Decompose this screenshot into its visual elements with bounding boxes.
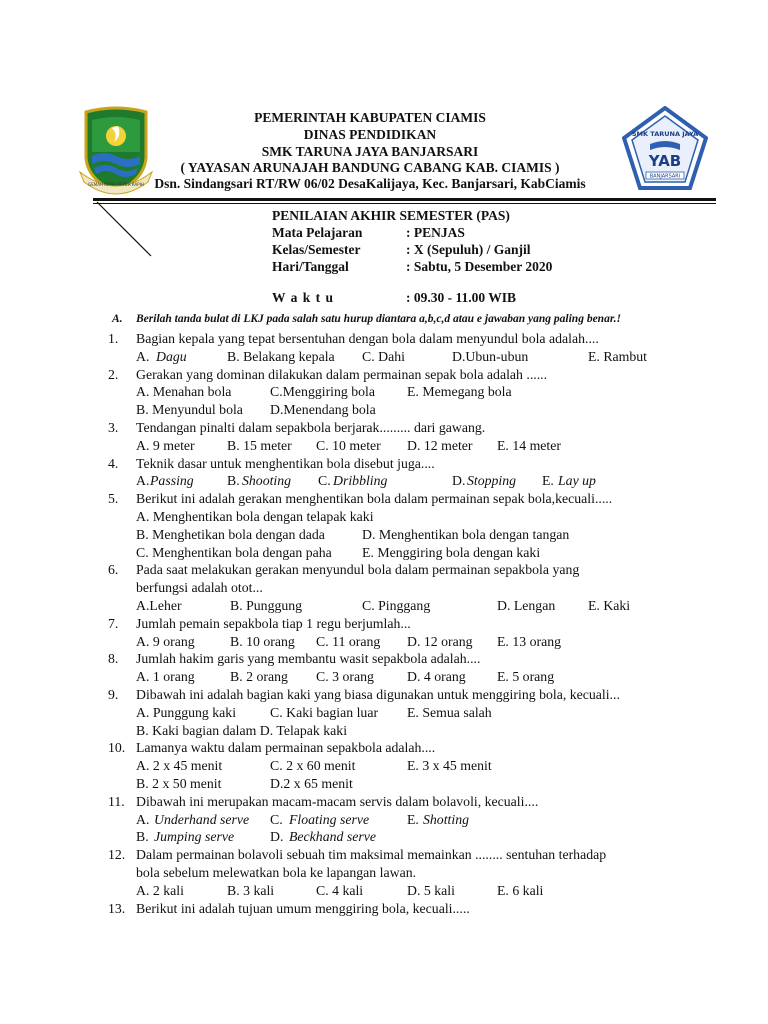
- exam-info-label: Mata Pelajaran: [272, 225, 363, 240]
- answer-option: E. Rambut: [588, 348, 648, 364]
- answer-option: A. 2 x 45 menit: [136, 758, 223, 774]
- answer-option: D.: [270, 829, 284, 845]
- answer-option: Jumping serve: [154, 829, 235, 845]
- answer-option: C. Kaki bagian luar: [270, 704, 379, 720]
- answer-option: D. 5 kali: [407, 882, 455, 898]
- question-number: 12.: [108, 847, 126, 863]
- answer-option: C. 3 orang: [316, 669, 374, 685]
- answer-option: B. 2 x 50 menit: [136, 776, 222, 791]
- question-number: 4.: [108, 455, 119, 471]
- time-label: W a k t u: [272, 290, 335, 305]
- answer-option: Beckhand serve: [289, 829, 376, 845]
- answer-option: C.Menggiring bola: [270, 384, 375, 400]
- question-text: Lamanya waktu dalam permainan sepakbola adalah....: [136, 740, 436, 756]
- answer-option: E. Menggiring bola dengan kaki: [362, 544, 541, 560]
- exam-info-value: : Sabtu, 5 Desember 2020: [406, 259, 553, 274]
- answer-option: C. 11 orang: [316, 633, 381, 649]
- answer-option: B. 3 kali: [227, 882, 275, 898]
- answer-option: E. 5 orang: [497, 669, 555, 685]
- question-text: Jumlah hakim garis yang membantu wasit sepakbola adalah....: [136, 651, 481, 667]
- question-number: 3.: [108, 420, 119, 435]
- answer-option: A.: [136, 811, 150, 827]
- exam-info-value: : X (Sepuluh) / Ganjil: [406, 242, 531, 257]
- answer-option: C. Pinggang: [362, 598, 431, 613]
- question-number: 10.: [108, 740, 126, 756]
- question-text: Dalam permainan bolavoli sebuah tim maksimal memainkan ........ sentuhan terhadap: [136, 847, 607, 863]
- answer-option: D. 12 orang: [407, 633, 473, 649]
- answer-option: B. Belakang kepala: [227, 348, 335, 364]
- answer-option: Stopping: [467, 473, 517, 489]
- answer-option: Shotting: [423, 811, 469, 827]
- right-logo-arc-text: SMK TARUNA JAYA: [631, 130, 699, 138]
- question-number: 2.: [108, 366, 119, 382]
- question-text: Berikut ini adalah gerakan menghentikan bola dalam permainan sepak bola,kecuali.....: [136, 491, 613, 507]
- answer-option: E. 14 meter: [497, 437, 561, 453]
- answer-option: C.: [318, 473, 331, 489]
- answer-option: A. 9 meter: [136, 437, 195, 453]
- header-rule-thin: [93, 203, 716, 204]
- answer-option: E. 13 orang: [497, 633, 561, 649]
- answer-option: Dribbling: [333, 473, 388, 489]
- question-text: Berikut ini adalah tujuan umum menggiring bola, kecuali.....: [136, 900, 470, 916]
- header-rule-thick: [93, 198, 716, 201]
- answer-option: Underhand serve: [154, 811, 250, 827]
- answer-option: C.: [270, 811, 283, 827]
- answer-option: D.: [452, 473, 466, 489]
- answer-option: B. 10 orang: [230, 633, 295, 649]
- answer-option: C. 2 x 60 menit: [270, 758, 356, 774]
- answer-option: B. Menyundul bola: [136, 402, 243, 418]
- answer-option: E.: [542, 473, 554, 489]
- answer-option: E. 6 kali: [497, 882, 544, 898]
- exam-info-value: : PENJAS: [406, 225, 465, 240]
- answer-option: A.: [136, 473, 150, 489]
- answer-option: B. 15 meter: [227, 437, 292, 453]
- header-school-name: SMK TARUNA JAYA BANJARSARI: [261, 144, 479, 159]
- right-logo-yab-text: YAB: [648, 152, 682, 170]
- answer-option: A. Punggung kaki: [136, 704, 237, 720]
- question-text: Dibawah ini adalah bagian kaki yang biasa digunakan untuk menggiring bola, kecuali...: [136, 687, 620, 702]
- left-logo-ribbon-text: GEMAH RIPAH REPEH RAPIH: [88, 182, 144, 187]
- answer-option: A.: [136, 348, 150, 364]
- answer-option: A.Leher: [136, 598, 182, 613]
- answer-option: C. Dahi: [362, 348, 405, 364]
- answer-option: B. Kaki bagian dalam D. Telapak kaki: [136, 722, 348, 738]
- answer-option: Floating serve: [289, 811, 370, 827]
- answer-option: D.Menendang bola: [270, 402, 376, 418]
- answer-option: B.: [227, 473, 240, 489]
- time-value: : 09.30 - 11.00 WIB: [406, 290, 517, 305]
- question-text: Pada saat melakukan gerakan menyundul bola dalam permainan sepakbola yang: [136, 562, 580, 578]
- answer-option: B. Punggung: [230, 598, 303, 613]
- answer-option: B.: [136, 829, 149, 845]
- answer-option: D.2 x 65 menit: [270, 776, 353, 791]
- section-letter: A.: [112, 313, 123, 325]
- question-text: Teknik dasar untuk menghentikan bola disebut juga....: [136, 455, 435, 471]
- answer-option: E. Semua salah: [407, 704, 492, 720]
- exam-title: PENILAIAN AKHIR SEMESTER (PAS): [272, 208, 510, 223]
- question-number: 8.: [108, 651, 119, 667]
- answer-option: B. Menghetikan bola dengan dada: [136, 526, 325, 542]
- answer-option: Shooting: [242, 473, 292, 489]
- question-text: Gerakan yang dominan dilakukan dalam permainan sepak bola adalah ......: [136, 366, 548, 382]
- answer-option: C. 10 meter: [316, 437, 381, 453]
- answer-option: A. 1 orang: [136, 669, 195, 685]
- exam-info-label: Hari/Tanggal: [272, 259, 349, 274]
- answer-option: A. 2 kali: [136, 882, 184, 898]
- answer-option: D. Menghentikan bola dengan tangan: [362, 526, 570, 542]
- answer-option: Dagu: [156, 348, 187, 364]
- answer-option: E. Memegang bola: [407, 384, 512, 400]
- section-instruction: Berilah tanda bulat di LKJ pada salah satu hurup diantara a,b,c,d atau e jawaban yang paling benar.!: [136, 313, 622, 325]
- answer-option: E. 3 x 45 menit: [407, 758, 492, 774]
- header-government: PEMERINTAH KABUPATEN CIAMIS: [254, 110, 486, 125]
- question-number: 9.: [108, 687, 119, 702]
- answer-option: D. 4 orang: [407, 669, 466, 685]
- answer-option: Lay up: [558, 473, 596, 489]
- question-number: 11.: [108, 793, 125, 809]
- answer-option: A. 9 orang: [136, 633, 195, 649]
- answer-option: Passing: [150, 473, 194, 489]
- question-text: Tendangan pinalti dalam sepakbola berjarak......... dari gawang.: [136, 420, 486, 435]
- question-number: 7.: [108, 615, 119, 631]
- answer-option: D. 12 meter: [407, 437, 473, 453]
- answer-option: A. Menahan bola: [136, 384, 232, 400]
- question-text-continued: bola sebelum melewatkan bola ke lapangan lawan.: [136, 865, 417, 880]
- answer-option: D.Ubun-ubun: [452, 348, 529, 364]
- question-number: 5.: [108, 491, 119, 507]
- right-logo-bottom-text: BANJARSARI: [649, 173, 681, 180]
- question-text: Dibawah ini merupakan macam-macam servis dalam bolavoli, kecuali....: [136, 793, 539, 809]
- answer-option: D. Lengan: [497, 598, 556, 613]
- question-text: Bagian kepala yang tepat bersentuhan dengan bola dalam menyundul bola adalah....: [136, 331, 599, 346]
- diagonal-line: [95, 200, 155, 260]
- answer-option: A. Menghentikan bola dengan telapak kaki: [136, 509, 374, 524]
- header-foundation: ( YAYASAN ARUNAJAH BANDUNG CABANG KAB. CIAMIS ): [180, 160, 560, 175]
- answer-option: E.: [407, 811, 419, 827]
- question-number: 13.: [108, 900, 126, 916]
- question-number: 1.: [108, 331, 119, 346]
- header-department: DINAS PENDIDIKAN: [303, 127, 437, 142]
- question-text: Jumlah pemain sepakbola tiap 1 regu berjumlah...: [136, 615, 411, 631]
- question-number: 6.: [108, 562, 119, 578]
- answer-option: C. 4 kali: [316, 882, 364, 898]
- question-text-continued: berfungsi adalah otot...: [136, 580, 263, 596]
- yab-school-logo: [622, 106, 708, 192]
- exam-info-label: Kelas/Semester: [272, 242, 361, 257]
- answer-option: E. Kaki: [588, 598, 631, 613]
- header-address: Dsn. Sindangsari RT/RW 06/02 DesaKalijaya, Kec. Banjarsari, KabCiamis: [154, 176, 586, 191]
- answer-option: C. Menghentikan bola dengan paha: [136, 544, 332, 560]
- answer-option: B. 2 orang: [230, 669, 288, 685]
